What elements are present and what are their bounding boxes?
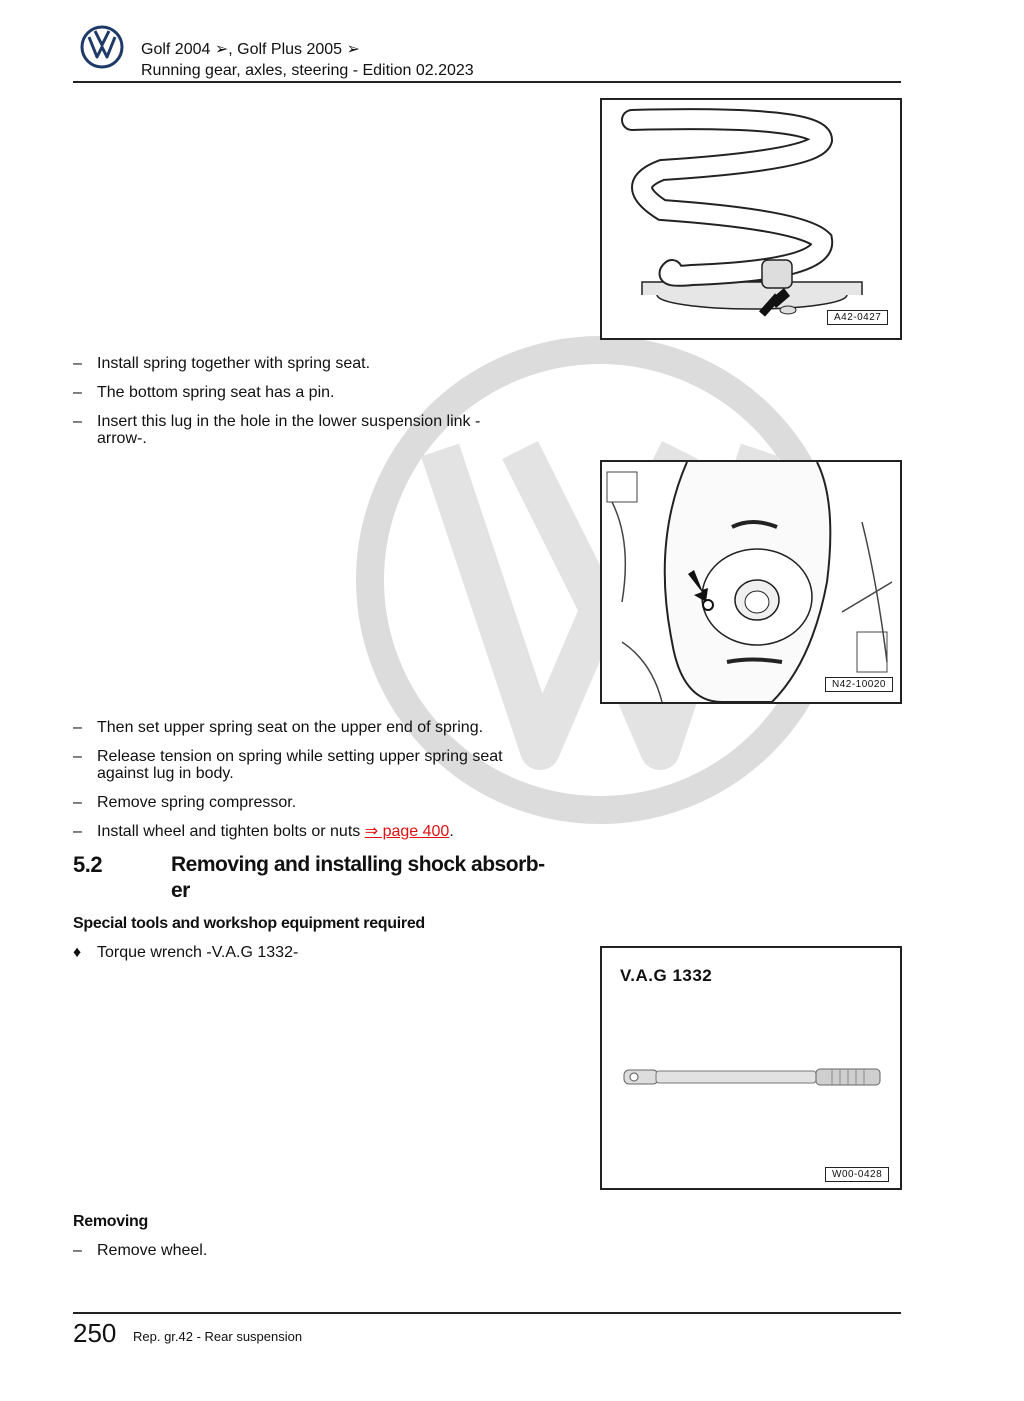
step-text: Insert this lug in the hole in the lower suspension link -arrow-. bbox=[97, 413, 481, 447]
step-text: Remove spring compressor. bbox=[97, 794, 297, 811]
step-text: Then set upper spring seat on the upper end of spring. bbox=[97, 719, 484, 736]
step-wheel-suffix: . bbox=[449, 823, 454, 840]
footer-chapter: Rep. gr.42 - Rear suspension bbox=[133, 1329, 303, 1344]
section-title-line2: er bbox=[171, 879, 190, 902]
header-manual-title: Running gear, axles, steering - Edition 02.2023 bbox=[141, 62, 474, 79]
step-text: Install spring together with spring seat. bbox=[97, 355, 371, 372]
step-text: Remove wheel. bbox=[97, 1242, 208, 1259]
header-rule bbox=[73, 81, 901, 83]
dash: – bbox=[73, 794, 82, 811]
header-models: Golf 2004 ➢, Golf Plus 2005 ➢ bbox=[141, 41, 360, 58]
dash: – bbox=[73, 355, 82, 372]
torque-wrench-icon bbox=[620, 1058, 884, 1098]
tool-title: V.A.G 1332 bbox=[620, 966, 713, 985]
page-400-link[interactable]: ⇒ page 400 bbox=[364, 823, 450, 840]
figure-code: A42-0427 bbox=[827, 310, 888, 325]
dash: – bbox=[73, 413, 82, 430]
figure-torque-wrench bbox=[600, 946, 902, 1190]
removing-heading: Removing bbox=[73, 1213, 148, 1230]
figure-code: W00-0428 bbox=[825, 1167, 889, 1182]
step-wheel-text: Install wheel and tighten bolts or nuts bbox=[97, 823, 361, 840]
figure-code: N42-10020 bbox=[825, 677, 893, 692]
step-text: Release tension on spring while setting upper spring seat against lug in body. bbox=[97, 748, 503, 782]
step-text bbox=[97, 823, 577, 840]
dash: – bbox=[73, 823, 82, 840]
tools-heading: Special tools and workshop equipment required bbox=[73, 915, 425, 932]
figure-lower-link bbox=[600, 460, 902, 704]
section-number: 5.2 bbox=[73, 852, 103, 877]
lower-link-illustration bbox=[602, 462, 900, 702]
figure-spring-seat bbox=[600, 98, 902, 340]
dash: – bbox=[73, 748, 82, 765]
step-text: The bottom spring seat has a pin. bbox=[97, 384, 335, 401]
tool-text: Torque wrench -V.A.G 1332- bbox=[97, 944, 299, 961]
section-title-line1: Removing and installing shock absorb- bbox=[171, 853, 545, 876]
page-number: 250 bbox=[73, 1318, 117, 1348]
bullet-icon: ♦ bbox=[73, 944, 82, 961]
dash: – bbox=[73, 384, 82, 401]
footer-rule bbox=[73, 1312, 901, 1314]
dash: – bbox=[73, 1242, 82, 1259]
vw-logo-icon bbox=[80, 25, 124, 69]
spring-illustration bbox=[602, 100, 900, 338]
dash: – bbox=[73, 719, 82, 736]
